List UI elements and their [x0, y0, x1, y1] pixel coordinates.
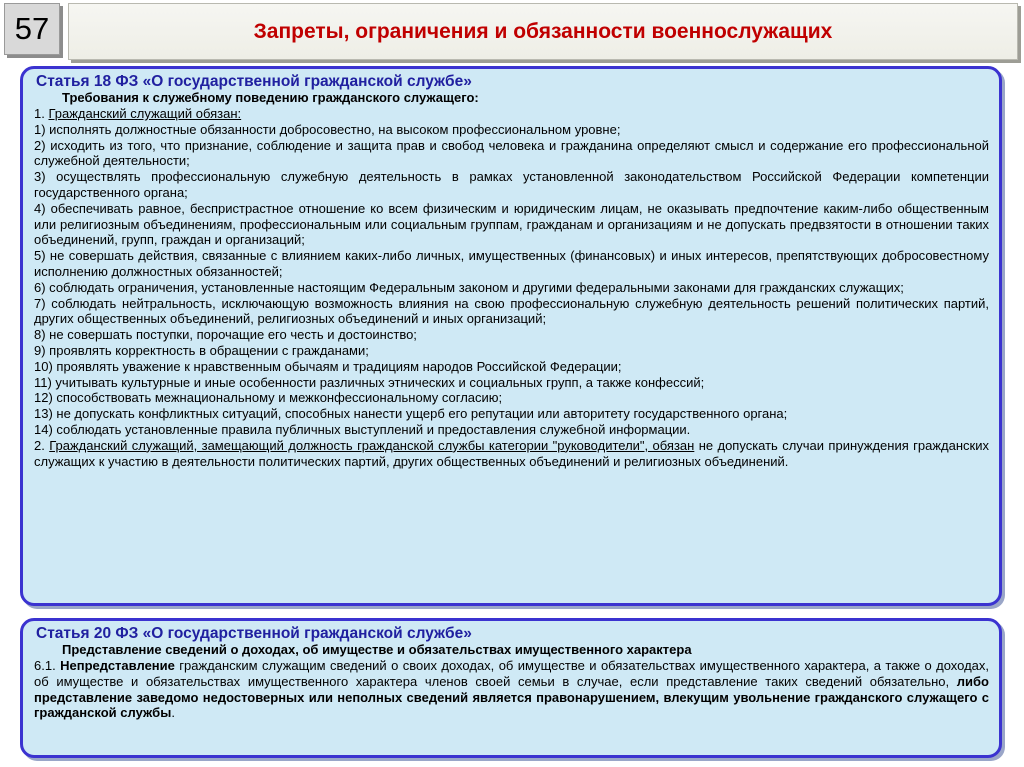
paragraph-2-rest: не допускать случаи принуждения гражданских служащих к участию в деятельности политических партий, других общественных объединений и религиозных объединений.: [34, 437, 989, 469]
paragraph-6-1-bold-1: Непредставление: [60, 658, 175, 673]
list-item: 10) проявлять уважение к нравственным обычаям и традициям народов Российской Федерации;: [34, 358, 622, 374]
list-item: 12) способствовать межнациональному и межконфессиональному согласию;: [34, 390, 503, 406]
paragraph-6-1: [34, 658, 989, 721]
paragraph-6-1-text: гражданским служащим сведений о своих доходах, об имуществе и обязательствах имущественного характера, а также о доходах, об имуществе и обязательствах имущественного характера членов своей семьи в случае, если представление таких сведений обязательно,: [34, 658, 990, 689]
article-18-panel: [20, 66, 1002, 606]
article-20-subheading: Представление сведений о доходах, об имуществе и обязательствах имущественного характера: [62, 642, 692, 657]
paragraph-2-number: 2.: [34, 437, 50, 453]
paragraph-6-1-end: .: [171, 705, 175, 721]
paragraph-2-underlined: Гражданский служащий, замещающий должность гражданской службы категории "руководители", обязан: [49, 437, 695, 453]
slide-number: 57: [4, 3, 60, 55]
article-18-subheading: Требования к служебному поведению гражданского служащего:: [62, 90, 479, 105]
paragraph-6-1-number: 6.1.: [34, 658, 61, 673]
article-20-heading: Статья 20 ФЗ «О государственной гражданской службе»: [36, 625, 472, 642]
list-item: 11) учитывать культурные и иные особенности различных этнических и социальных групп, а также конфессий;: [34, 374, 705, 390]
list-item: 4) обеспечивать равное, беспристрастное отношение ко всем физическим и юридическим лицам, не оказывать предпочтение каким-либо общественным или религиозным объединениям, профессиональным или социальным группам, гражданам и организациям и не допускать предвзятости в отношении таких объединений, групп, граждан и организаций;: [34, 200, 989, 248]
paragraph-6-1-bold-2: либо представление заведомо недостоверных или неполных сведений является правонарушением, влекущим увольнение гражданского служащего с гражданской службы: [34, 673, 989, 721]
article-20-panel: [20, 618, 1002, 758]
list-item: 9) проявлять корректность в обращении с гражданами;: [34, 342, 369, 358]
list-item: 3) осуществлять профессиональную служебную деятельность в рамках установленной законодательством Российской Федерации компетенции государственного органа;: [34, 169, 989, 200]
list-item: 1) исполнять должностные обязанности добросовестно, на высоком профессиональном уровне;: [34, 121, 621, 137]
list-item: 14) соблюдать установленные правила публичных выступлений и предоставления служебной информации.: [34, 421, 691, 437]
paragraph-1: [34, 106, 989, 122]
list-item: 7) соблюдать нейтральность, исключающую возможность влияния на свою профессиональную служебную деятельность решений политических партий, других общественных объединений, религиозных объединений и иных организаций;: [34, 295, 989, 327]
list-item: 6) соблюдать ограничения, установленные настоящим Федеральным законом и другими федеральными законами для гражданских служащих;: [34, 279, 904, 295]
list-item: 13) не допускать конфликтных ситуаций, способных нанести ущерб его репутации или авторитету государственного органа;: [34, 406, 788, 422]
list-item: 5) не совершать действия, связанные с влиянием каких-либо личных, имущественных (финансовых) и иных интересов, препятствующих добросовестному исполнению должностных обязанностей;: [34, 248, 989, 279]
obligations-list: [34, 122, 989, 438]
page-title: Запреты, ограничения и обязанности военнослужащих: [253, 19, 833, 43]
paragraph-1-text: Гражданский служащий обязан:: [48, 106, 242, 121]
list-item: 8) не совершать поступки, порочащие его честь и достоинство;: [34, 327, 417, 343]
article-18-heading: Статья 18 ФЗ «О государственной гражданской службе»: [36, 73, 472, 90]
paragraph-2: [34, 438, 989, 470]
paragraph-1-number: 1.: [34, 106, 49, 121]
list-item: 2) исходить из того, что признание, соблюдение и защита прав и свобод человека и гражданина определяют смысл и содержание его профессиональной служебной деятельности;: [34, 137, 989, 169]
title-box: [68, 3, 1018, 60]
